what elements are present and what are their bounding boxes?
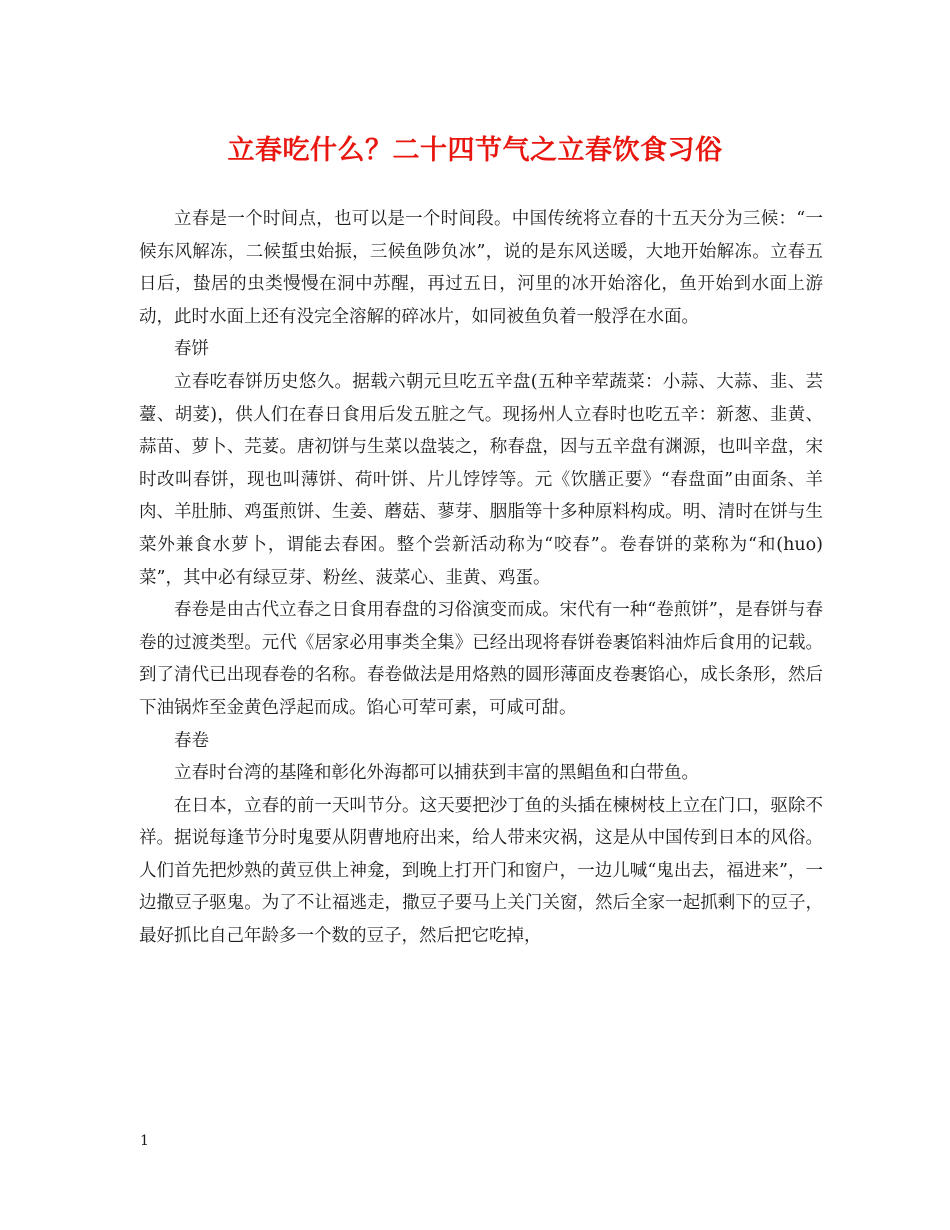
section-heading-chunjuan: 春卷	[174, 730, 209, 751]
page-number: 1	[140, 1133, 149, 1149]
paragraph-japan-setsubun: 在日本，立春的前一天叫节分。这天要把沙丁鱼的头插在楝树枝上立在门口，驱除不祥。据说每逢节分时鬼要从阴曹地府出来，给人带来灾祸，这是从中国传到日本的风俗。人们首先把炒熟的黄豆供上神龛，到晚上打开门和窗户，一边儿喊“鬼出去，福进来”，一边撒豆子驱鬼。为了不让福逃走，撒豆子要马上关门关窗，然后全家一起抓剩下的豆子，最好抓比自己年龄多一个数的豆子，然后把它吃掉，	[139, 795, 823, 947]
paragraph-chunbing-history: 立春吃春饼历史悠久。据载六朝元旦吃五辛盘(五种辛荤蔬菜：小蒜、大蒜、韭、芸薹、胡荽)，供人们在春日食用后发五脏之气。现扬州人立春时也吃五辛：新葱、韭黄、蒜苗、萝卜、芫荽。唐初饼与生菜以盘装之，称春盘，因与五辛盘有渊源，也叫辛盘，宋时改叫春饼，现也叫薄饼、荷叶饼、片儿饽饽等。元《饮膳正要》“春盘面”由面条、羊肉、羊肚肺、鸡蛋煎饼、生姜、蘑菇、蓼芽、胭脂等十多种原料构成。明、清时在饼与生菜外兼食水萝卜，谓能去春困。整个尝新活动称为“咬春”。卷春饼的菜称为“和(huo)菜”，其中必有绿豆芽、粉丝、菠菜心、韭黄、鸡蛋。	[139, 371, 823, 588]
paragraph-taiwan-fish: 立春时台湾的基隆和彰化外海都可以捕获到丰富的黑鲳鱼和白带鱼。	[174, 763, 699, 784]
paragraph-lichun-intro: 立春是一个时间点，也可以是一个时间段。中国传统将立春的十五天分为三候：“一候东风解冻，二候蜇虫始振，三候鱼陟负冰”，说的是东风送暖，大地开始解冻。立春五日后，蛰居的虫类慢慢在洞中苏醒，再过五日，河里的冰开始溶化，鱼开始到水面上游动，此时水面上还有没完全溶解的碎冰片，如同被鱼负着一般浮在水面。	[139, 209, 823, 327]
paragraph-chunjuan-origin: 春卷是由古代立春之日食用春盘的习俗演变而成。宋代有一种“卷煎饼”，是春饼与春卷的过渡类型。元代《居家必用事类全集》已经出现将春饼卷裹馅料油炸后食用的记载。到了清代已出现春卷的名称。春卷做法是用烙熟的圆形薄面皮卷裹馅心，成长条形，然后下油锅炸至金黄色浮起而成。馅心可荤可素，可咸可甜。	[139, 600, 823, 718]
document-body	[139, 203, 823, 953]
section-heading-chunbing: 春饼	[174, 339, 209, 360]
document-title: 立春吃什么？二十四节气之立春饮食习俗	[227, 135, 723, 166]
